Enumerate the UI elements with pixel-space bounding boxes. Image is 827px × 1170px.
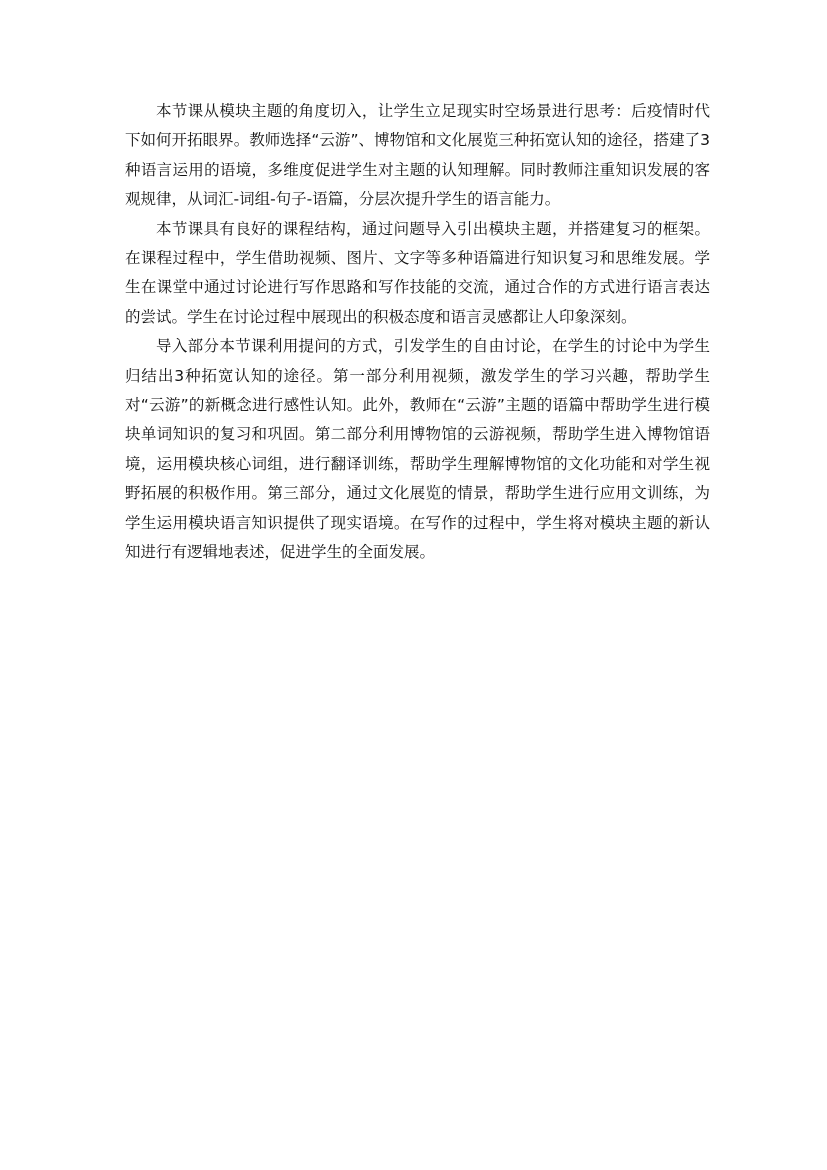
body-text (125, 97, 710, 568)
paragraph-3: 导入部分本节课利用提问的方式，引发学生的自由讨论，在学生的讨论中为学生归结出3种拓宽认知的途径。第一部分利用视频，激发学生的学习兴趣，帮助学生对“云游”的新概念进行感性认知。此外，教师在“云游”主题的语篇中帮助学生进行模块单词知识的复习和巩固。第二部分利用博物馆的云游视频，帮助学生进入博物馆语境，运用模块核心词组，进行翻译训练，帮助学生理解博物馆的文化功能和对学生视野拓展的积极作用。第三部分，通过文化展览的情景，帮助学生进行应用文训练，为学生运用模块语言知识提供了现实语境。在写作的过程中，学生将对模块主题的新认知进行有逻辑地表述，促进学生的全面发展。 (125, 337, 710, 562)
paragraph-2: 本节课具有良好的课程结构，通过问题导入引出模块主题，并搭建复习的框架。在课程过程中，学生借助视频、图片、文字等多种语篇进行知识复习和思维发展。学生在课堂中通过讨论进行写作思路和写作技能的交流，通过合作的方式进行语言表达的尝试。学生在讨论过程中展现出的积极态度和语言灵感都让人印象深刻。 (125, 219, 710, 326)
paragraph-1: 本节课从模块主题的角度切入，让学生立足现实时空场景进行思考：后疫情时代下如何开拓眼界。教师选择“云游”、博物馆和文化展览三种拓宽认知的途径，搭建了3种语言运用的语境，多维度促进学生对主题的认知理解。同时教师注重知识发展的客观规律，从词汇-词组-句子-语篇，分层次提升学生的语言能力。 (125, 102, 710, 209)
